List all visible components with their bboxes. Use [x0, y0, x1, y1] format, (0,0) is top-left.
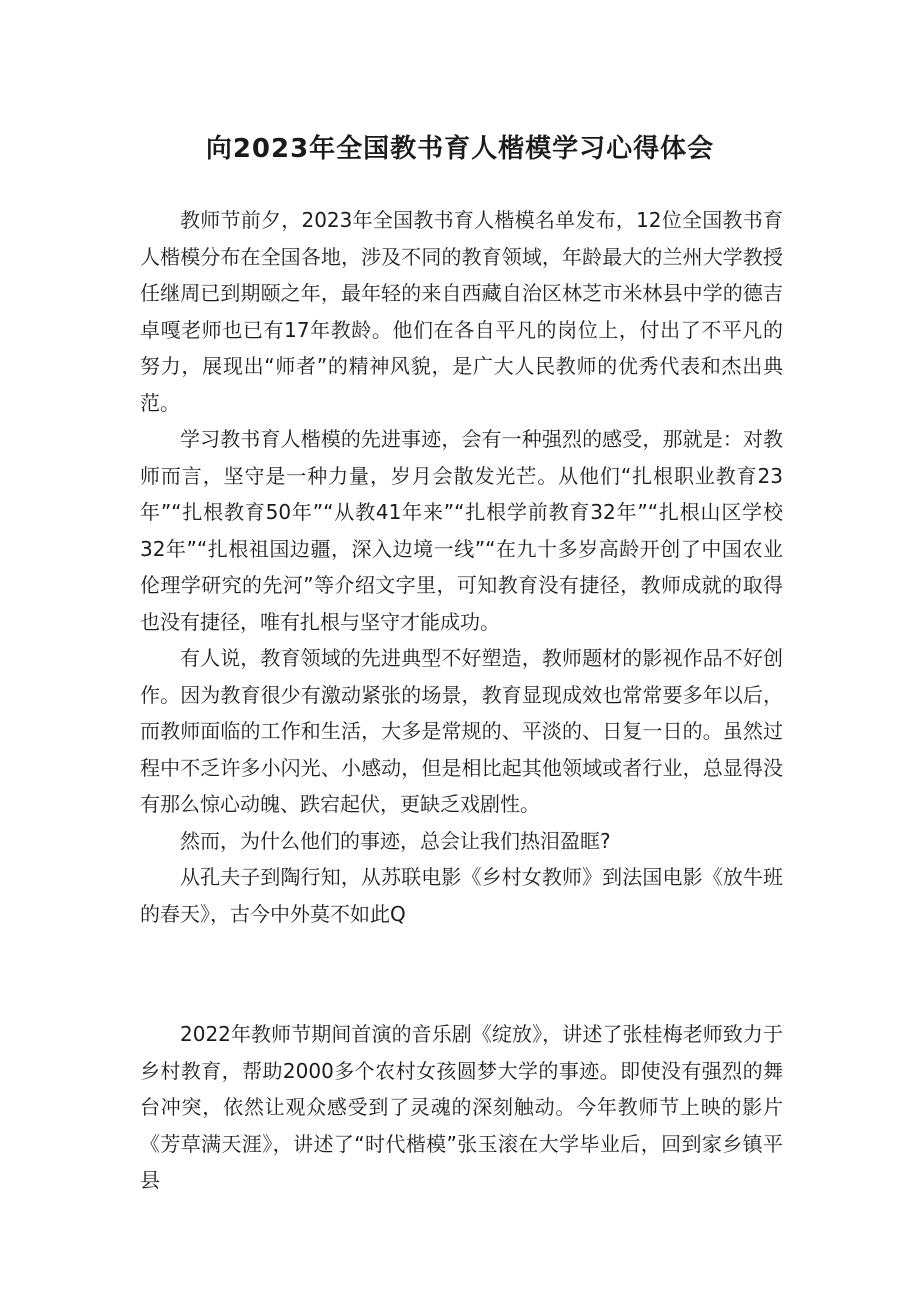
paragraph-5: 从孔夫子到陶行知，从苏联电影《乡村女教师》到法国电影《放牛班的春天》，古今中外莫不如此Q — [140, 865, 783, 926]
paragraph-6: 2022年教师节期间首演的音乐剧《绽放》，讲述了张桂梅老师致力于乡村教育，帮助2000多个农村女孩圆梦大学的事迹。即使没有强烈的舞台冲突，依然让观众感受到了灵魂的深刻触动。今年教师节上映的影片《芳草满天涯》，讲述了“时代楷模”张玉滚在大学毕业后，回到家乡镇平县 — [140, 1022, 783, 1192]
document-body — [140, 202, 783, 932]
document-body-continued — [140, 1016, 783, 1199]
document-title: 向2023年全国教书育人楷模学习心得体会 — [205, 134, 715, 165]
paragraph-3: 有人说，教育领域的先进典型不好塑造，教师题材的影视作品不好创作。因为教育很少有激动紧张的场景，教育显现成效也常常要多年以后，而教师面临的工作和生活，大多是常规的、平淡的、日复一日的。虽然过程中不乏许多小闪光、小感动，但是相比起其他领域或者行业，总显得没有那么惊心动魄、跌宕起伏，更缺乏戏剧性。 — [140, 646, 783, 816]
paragraph-4: 然而，为什么他们的事迹，总会让我们热泪盈眶? — [180, 828, 611, 853]
paragraph-2: 学习教书育人楷模的先进事迹，会有一种强烈的感受，那就是：对教师而言，坚守是一种力量，岁月会散发光芒。从他们“扎根职业教育23年”“扎根教育50年”“从教41年来”“扎根学前教育32年”“扎根山区学校32年”“扎根祖国边疆，深入边境一线”“在九十多岁高龄开创了中国农业伦理学研究的先河”等介绍文字里，可知教育没有捷径，教师成就的取得也没有捷径，唯有扎根与坚守才能成功。 — [140, 427, 783, 634]
paragraph-1: 教师节前夕，2023年全国教书育人楷模名单发布，12位全国教书育人楷模分布在全国各地，涉及不同的教育领域，年龄最大的兰州大学教授任继周已到期颐之年，最年轻的来自西藏自治区林芝市米林县中学的德吉卓嘎老师也已有17年教龄。他们在各自平凡的岗位上，付出了不平凡的努力，展现出“师者”的精神风貌，是广大人民教师的优秀代表和杰出典范。 — [140, 208, 783, 415]
